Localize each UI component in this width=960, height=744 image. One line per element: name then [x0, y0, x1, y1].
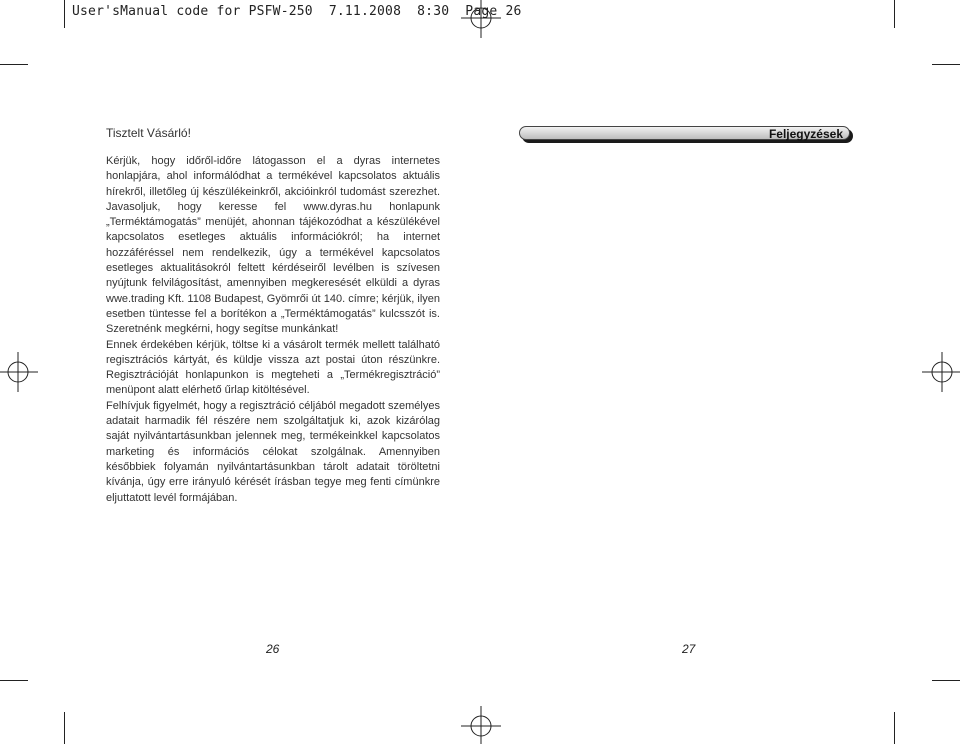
print-slug: User'sManual code for PSFW-250 7.11.2008 8:30 Page 26: [72, 4, 522, 19]
page-number-right: 27: [682, 642, 696, 656]
registration-mark-bottom: [457, 704, 505, 744]
registration-mark-top: [457, 0, 505, 40]
page-number-left: 26: [266, 642, 280, 656]
paragraph: Kérjük, hogy időről-időre látogasson el a dyras internetes honlapjára, ahol informálódhat a termékével kapcsolatos aktuális hírekről, illetőleg új készülékeinkről, akcióinkról tudomást szerezhet. Javasoljuk, hogy keresse fel www.dyras.hu honlapunk „Terméktámogatás” menüjét, ahonnan tájékozódhat a készülékével kapcsolatos esetleges aktuális információkról; ha internet hozzáféréssel nem rendelkezik, úgy a termékével kapcsolatos esetleges aktualitásokról feltett kérdéseiről levélben is szívesen nyújtunk felvilágosítást, amennyiben megkeresését elküldi a dyras wwe.trading Kft. 1108 Budapest, Gyömrői út 140. címre; kérjük, ilyen esetben tüntesse fel a borítékon a „Terméktámogatás” kulcsszót is. Szeretnénk megkérni, hogy segítse munkánkat!: [106, 155, 440, 336]
paragraph: Ennek érdekében kérjük, töltse ki a vásárolt termék mellett található regisztrációs kártyát, és küldje vissza azt postai úton részünkre. Regisztrációját honlapunkon is megteheti a „Termékregisztráció” menüpont alatt elérhető űrlap kitöltésével.: [106, 338, 440, 397]
registration-mark-left: [0, 350, 40, 394]
notes-header: [519, 126, 853, 143]
paragraph: Felhívjuk figyelmét, hogy a regisztráció céljából megadott személyes adatait harmadik fél részére nem szolgáltatjuk ki, azok kizárólag saját nyilvántartásunkban jelennek meg, termékeinkkel kapcsolatos marketing és információs célokat szolgálnak. Amennyiben későbbiek folyamán nyilvántartásunkban tárolt adatait töröltetni kívánja, úgy erre irányuló kérését írásban tegye meg fenti címünkre eljuttatott levél formájában.: [106, 399, 440, 504]
body-text: [106, 154, 440, 506]
registration-mark-right: [920, 350, 960, 394]
notes-header-bar: [519, 126, 850, 140]
notes-title: Feljegyzések: [768, 127, 843, 141]
greeting: Tisztelt Vásárló!: [106, 126, 191, 140]
